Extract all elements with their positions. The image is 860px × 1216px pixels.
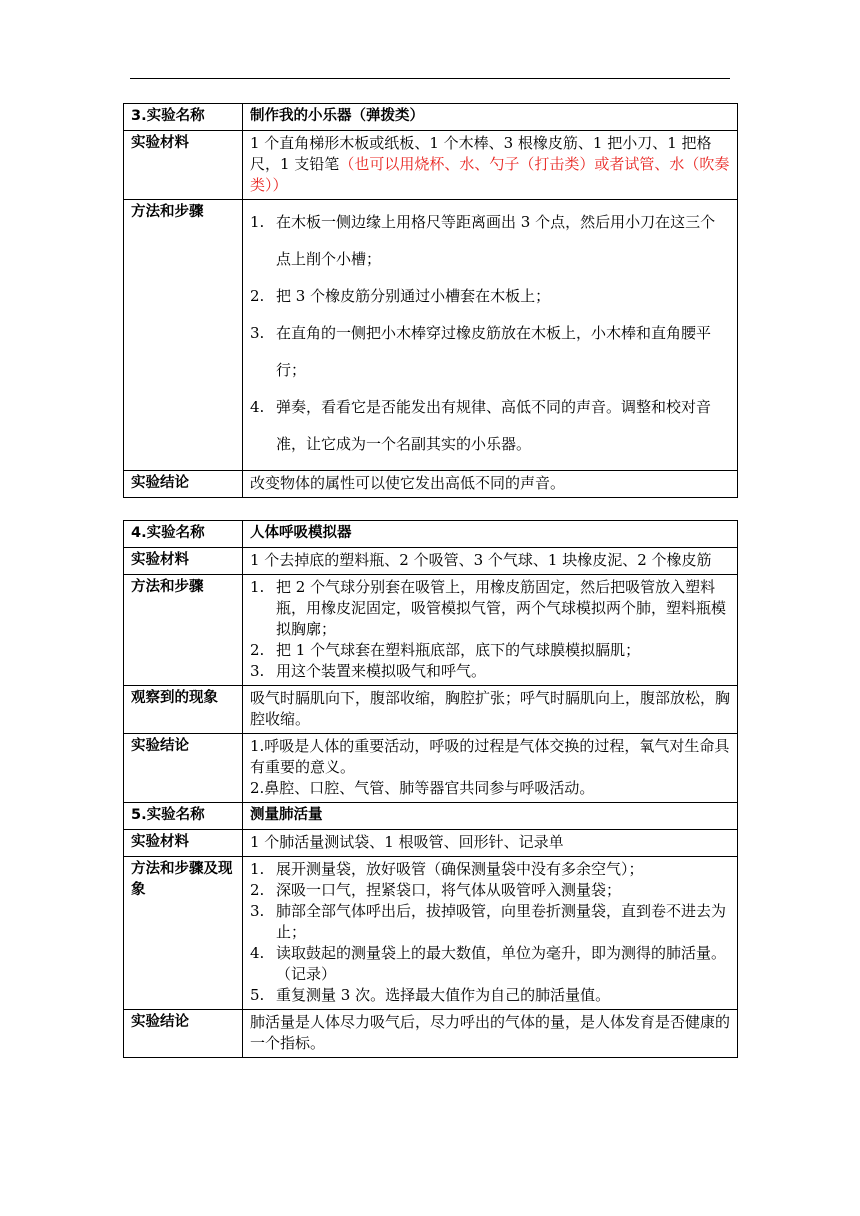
title-value: 测量肺活量 (243, 803, 738, 830)
title-value: 制作我的小乐器（弹拨类） (243, 104, 738, 131)
step-text: 展开测量袋，放好吸管（确保测量袋中没有多余空气）； (276, 860, 644, 878)
step-text: 把 3 个橡皮筋分别通过小槽套在木板上； (276, 287, 551, 305)
steps-list (250, 859, 730, 1006)
step-number: 2. (250, 641, 265, 659)
steps-row (124, 857, 738, 1010)
materials-row (124, 830, 738, 857)
steps-label: 方法和步骤 (124, 575, 243, 686)
step-text: 深吸一口气，捏紧袋口，将气体从吸管呼入测量袋； (276, 881, 622, 899)
materials-note: （也可以用烧杯、水、勺子（打击类）或者试管、水（吹奏类）） (250, 155, 730, 194)
step-number: 1. (250, 860, 265, 878)
step-text: 在直角的一侧把小木棒穿过橡皮筋放在木板上，小木棒和直角腰平行； (276, 324, 712, 379)
conclusion-point: 2.鼻腔、口腔、气管、肺等器官共同参与呼吸活动。 (250, 779, 595, 797)
conclusion-label: 实验结论 (124, 1010, 243, 1058)
step-item (250, 204, 730, 278)
materials-row (124, 131, 738, 200)
steps-list (250, 204, 730, 463)
step-text: 弹奏，看看它是否能发出有规律、高低不同的声音。调整和校对音准，让它成为一个名副其实的小乐器。 (276, 398, 712, 453)
conclusion-row (124, 471, 738, 498)
step-item (250, 880, 730, 901)
conclusion-cell (243, 734, 738, 803)
title-row (124, 104, 738, 131)
steps-cell (243, 200, 738, 471)
step-number: 2. (250, 881, 265, 899)
step-number: 5. (250, 986, 265, 1004)
step-number: 1. (250, 213, 265, 231)
conclusion-point: 1.呼吸是人体的重要活动，呼吸的过程是气体交换的过程，氧气对生命具有重要的意义。 (250, 737, 730, 776)
step-number: 1. (250, 578, 265, 596)
step-text: 读取鼓起的测量袋上的最大数值，单位为毫升，即为测得的肺活量。（记录） (276, 944, 727, 983)
conclusion-label: 实验结论 (124, 734, 243, 803)
step-item (250, 577, 730, 640)
title-label: 5.实验名称 (124, 803, 243, 830)
step-item (250, 315, 730, 389)
steps-row (124, 200, 738, 471)
steps-label: 方法和步骤 (124, 200, 243, 471)
steps-list (250, 577, 730, 682)
steps-row (124, 575, 738, 686)
title-label: 4.实验名称 (124, 521, 243, 548)
materials-label: 实验材料 (124, 830, 243, 857)
step-number: 3. (250, 902, 265, 920)
experiment-3-table (123, 103, 738, 498)
observation-row (124, 686, 738, 734)
step-text: 用这个装置来模拟吸气和呼气。 (276, 662, 487, 680)
step-item (250, 901, 730, 943)
step-number: 3. (250, 662, 265, 680)
step-item (250, 943, 730, 985)
step-text: 把 1 个气球套在塑料瓶底部，底下的气球膜模拟膈肌； (276, 641, 641, 659)
materials-text: 1 个去掉底的塑料瓶、2 个吸管、3 个气球、1 块橡皮泥、2 个橡皮筋 (243, 548, 738, 575)
header-rule (130, 78, 730, 79)
step-item (250, 859, 730, 880)
materials-row (124, 548, 738, 575)
observation-label: 观察到的现象 (124, 686, 243, 734)
materials-text: 1 个直角梯形木板或纸板、1 个木棒、3 根橡皮筋、1 把小刀、1 把格尺，1 支铅笔 (250, 134, 712, 173)
title-label: 3.实验名称 (124, 104, 243, 131)
step-number: 2. (250, 287, 265, 305)
step-item (250, 278, 730, 315)
step-number: 3. (250, 324, 265, 342)
step-item (250, 661, 730, 682)
step-item (250, 389, 730, 463)
materials-label: 实验材料 (124, 131, 243, 200)
step-item (250, 640, 730, 661)
observation-text: 吸气时膈肌向下，腹部收缩，胸腔扩张；呼气时膈肌向上，腹部放松，胸腔收缩。 (243, 686, 738, 734)
conclusion-row (124, 734, 738, 803)
step-text: 把 2 个气球分别套在吸管上，用橡皮筋固定，然后把吸管放入塑料瓶，用橡皮泥固定，吸管模拟气管，两个气球模拟两个肺，塑料瓶模拟胸廓； (276, 578, 727, 638)
steps-cell (243, 575, 738, 686)
materials-text: 1 个肺活量测试袋、1 根吸管、回形针、记录单 (243, 830, 738, 857)
steps-label: 方法和步骤及现象 (124, 857, 243, 1010)
step-item (250, 985, 730, 1006)
materials-label: 实验材料 (124, 548, 243, 575)
step-number: 4. (250, 398, 265, 416)
step-text: 重复测量 3 次。选择最大值作为自己的肺活量值。 (276, 986, 611, 1004)
title-value: 人体呼吸模拟器 (243, 521, 738, 548)
conclusion-text: 改变物体的属性可以使它发出高低不同的声音。 (243, 471, 738, 498)
title-row (124, 521, 738, 548)
conclusion-row (124, 1010, 738, 1058)
materials-cell (243, 131, 738, 200)
steps-cell (243, 857, 738, 1010)
step-text: 在木板一侧边缘上用格尺等距离画出 3 个点，然后用小刀在这三个点上削个小槽； (276, 213, 716, 268)
step-number: 4. (250, 944, 265, 962)
experiment-4-5-table (123, 520, 738, 1058)
title-row (124, 803, 738, 830)
step-text: 肺部全部气体呼出后，拔掉吸管，向里卷折测量袋，直到卷不进去为止； (276, 902, 727, 941)
conclusion-label: 实验结论 (124, 471, 243, 498)
conclusion-text: 肺活量是人体尽力吸气后，尽力呼出的气体的量，是人体发育是否健康的一个指标。 (243, 1010, 738, 1058)
